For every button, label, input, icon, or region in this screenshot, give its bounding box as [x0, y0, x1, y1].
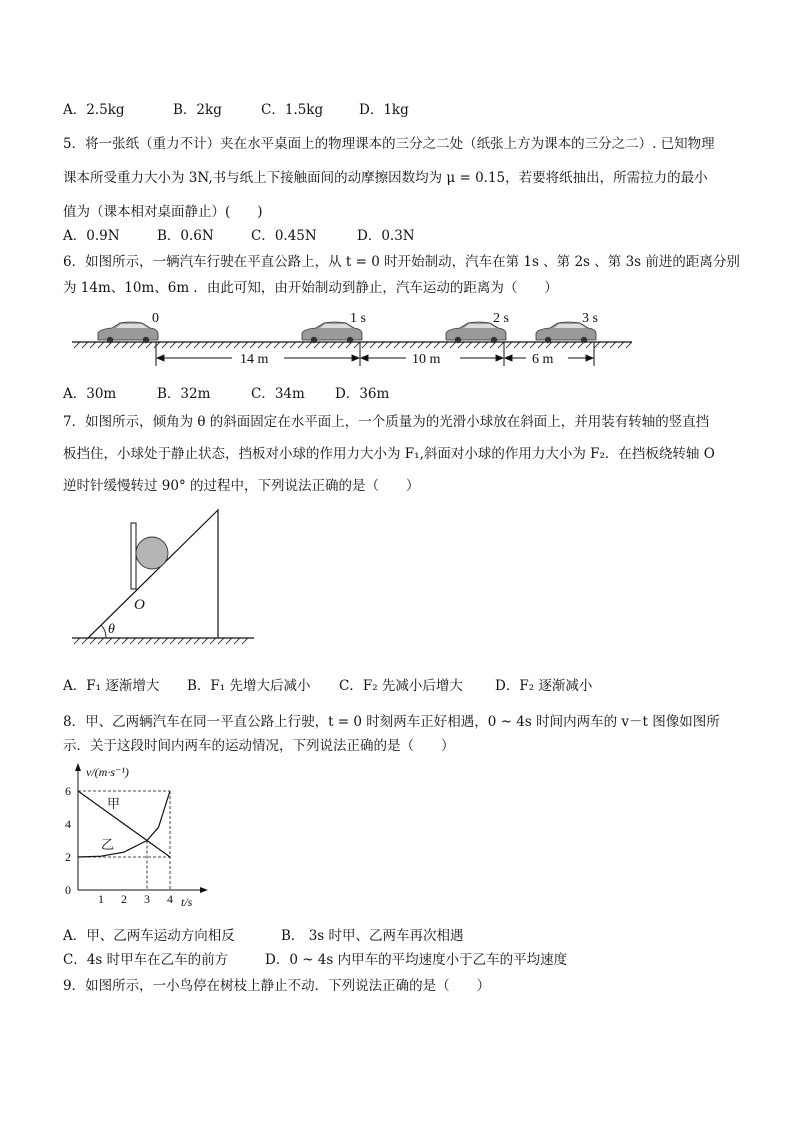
q7-option-b: B．F₁ 先增大后减小: [187, 678, 311, 694]
q6-car-figure: [60, 302, 640, 374]
q7-line-3: 逆时针缓慢转过 90° 的过程中，下列说法正确的是（ ）: [63, 478, 420, 494]
time-label-3s: 3 s: [582, 311, 598, 326]
q5-options: [63, 224, 415, 244]
q6-options: [63, 382, 389, 402]
q4-options: [63, 98, 409, 118]
q8-option-d: D．0 ~ 4s 内甲车的平均速度小于乙车的平均速度: [265, 952, 568, 968]
q4-option-c: C．1.5kg: [261, 102, 324, 118]
q8-option-b: B． 3s 时甲、乙两车再次相遇: [281, 928, 464, 944]
distance-label-6m: 6 m: [532, 352, 554, 367]
q6-line-1: 6．如图所示，一辆汽车行驶在平直公路上，从 t = 0 时开始制动，汽车在第 1s 、第 2s 、第 3s 前进的距离分别: [63, 254, 740, 270]
series-label-yi: 乙: [101, 837, 115, 852]
x-tick-label-2: 2: [121, 892, 127, 906]
series-line-jia: [78, 791, 170, 857]
q7-line-2: 板挡住，小球处于静止状态，挡板对小球的作用力大小为 F₁,斜面对小球的作用力大小为 F₂．在挡板绕转轴 O: [63, 446, 715, 462]
time-label-0: 0: [152, 311, 159, 326]
q5-option-c: C．0.45N: [251, 228, 317, 244]
q8-line-2: 示．关于这段时间内两车的运动情况，下列说法正确的是（ ）: [63, 738, 455, 754]
pivot-label: O: [134, 597, 145, 613]
y-tick-label-4: 4: [65, 817, 71, 831]
q8-vt-chart: [55, 760, 220, 910]
q6-option-b: B．32m: [157, 386, 211, 402]
car-icon: [98, 322, 158, 343]
q5-option-b: B．0.6N: [157, 228, 214, 244]
series-label-jia: 甲: [107, 796, 121, 811]
time-label-2s: 2 s: [493, 311, 509, 326]
x-tick-label-4: 4: [167, 892, 173, 906]
q4-option-b: B．2kg: [173, 102, 222, 118]
angle-label: θ: [108, 622, 115, 637]
q5-line-2: 课本所受重力大小为 3N,书与纸上下接触面间的动摩擦因数均为 μ = 0.15，若要将纸抽出，所需拉力的最小: [63, 170, 708, 186]
q7-option-c: C．F₂ 先减小后增大: [339, 678, 463, 694]
q5-line-3: 值为（课本相对桌面静止）( ): [63, 204, 263, 220]
x-tick-label-1: 1: [98, 892, 104, 906]
y-tick-label-6: 6: [65, 784, 71, 798]
q7-option-a: A．F₁ 逐渐增大: [63, 678, 160, 694]
y-tick-label-2: 2: [65, 850, 71, 864]
q8-option-c: C．4s 时甲车在乙车的前方: [63, 952, 229, 968]
q6-option-a: A．30m: [63, 386, 117, 402]
q5-option-a: A．0.9N: [63, 228, 120, 244]
distance-label-10m: 10 m: [412, 352, 441, 367]
q8-option-a: A．甲、乙两车运动方向相反: [63, 928, 235, 944]
q4-option-a: A．2.5kg: [63, 102, 125, 118]
q7-option-d: D．F₂ 逐渐减小: [495, 678, 593, 694]
q7-options: [63, 674, 592, 694]
q6-line-2: 为 14m、10m、6m ．由此可知，由开始制动到静止，汽车运动的距离为（ ）: [63, 280, 558, 296]
q6-option-d: D．36m: [335, 386, 390, 402]
y-tick-label-0: 0: [65, 883, 71, 897]
q9-line-1: 9．如图所示，一小鸟停在树枝上静止不动．下列说法正确的是（ ）: [63, 978, 491, 994]
q8-options-row-1: [63, 924, 464, 944]
q5-line-1: 5．将一张纸（重力不计）夹在水平桌面上的物理课本的三分之二处（纸张上方为课本的三分之二）. 已知物理: [63, 136, 715, 152]
x-axis-label: t/s: [181, 895, 193, 909]
q8-line-1: 8．甲、乙两辆汽车在同一平直公路上行驶，t = 0 时刻两车正好相遇，0 ~ 4s 时间内两车的 v－t 图像如图所: [63, 714, 720, 730]
q5-option-d: D．0.3N: [357, 228, 415, 244]
q7-incline-figure: [68, 505, 268, 653]
y-axis-label: v/(m·s⁻¹): [86, 765, 129, 779]
distance-label-14m: 14 m: [240, 352, 269, 367]
q4-option-d: D．1kg: [359, 102, 409, 118]
x-tick-label-3: 3: [144, 892, 150, 906]
time-label-1s: 1 s: [350, 311, 366, 326]
q6-option-c: C．34m: [251, 386, 305, 402]
q7-line-1: 7．如图所示，倾角为 θ 的斜面固定在水平面上，一个质量为的光滑小球放在斜面上，并用装有转轴的竖直挡: [63, 414, 710, 430]
q8-options-row-2: [63, 948, 567, 968]
